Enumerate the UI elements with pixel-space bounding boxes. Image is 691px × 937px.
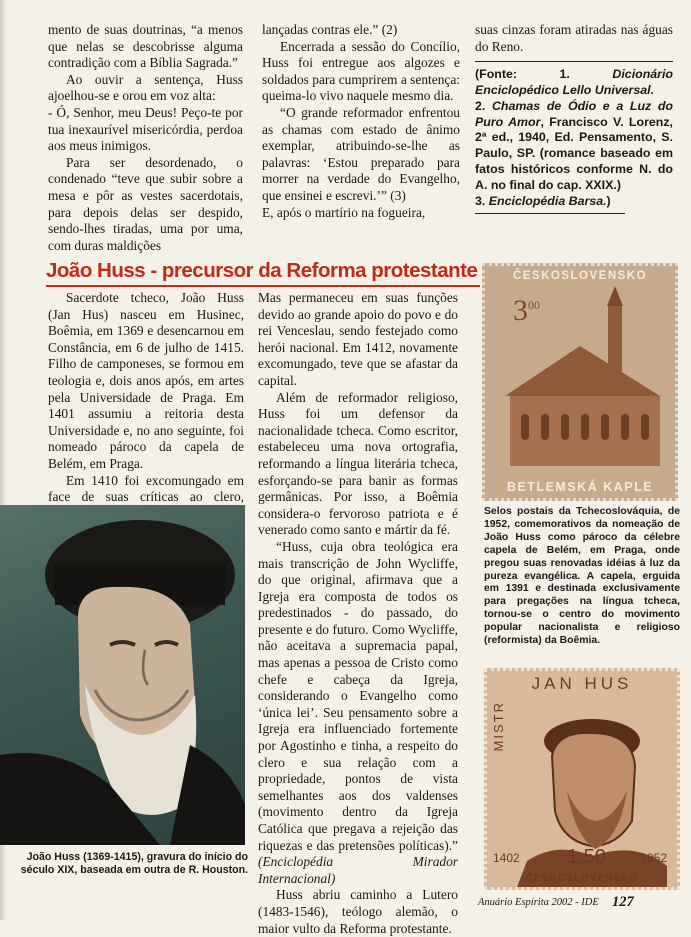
article-title: João Huss - precursor da Reforma protestante bbox=[46, 259, 478, 282]
top-column-2 bbox=[262, 22, 460, 221]
stamp-value: 1.50 bbox=[567, 846, 606, 868]
sources-close: ) bbox=[606, 193, 611, 208]
paragraph: - Ó, Senhor, meu Deus! Peço-te por tua inexaurível misericórdia, perdoa aos meus inimigos. bbox=[48, 104, 243, 154]
source-2-title: Chamas de Ódio e a Luz do Puro Amor bbox=[475, 98, 673, 129]
sources-rule bbox=[475, 213, 625, 214]
top-column-1 bbox=[48, 22, 243, 254]
sources-open: (Fonte: 1. bbox=[475, 67, 613, 82]
paragraph: Sacerdote tcheco, João Huss (Jan Hus) nasceu em Husinec, Boêmia, em 1369 e desencarnou em Constância, em 6 de julho de 1415. Filho de camponeses, se formou em teologia e, dois anos após, em artes pela Universidade de Praga. Em 1401 assumiu a reitoria desta Universidade e, no ano seguinte, foi nomeado pároco da capela de Belém, em Praga. bbox=[48, 290, 244, 471]
title-underline bbox=[46, 285, 480, 287]
paragraph: suas cinzas foram atiradas nas águas do Reno. bbox=[475, 22, 673, 54]
stamp-side-text: MISTR bbox=[491, 701, 506, 752]
paragraph bbox=[258, 539, 458, 887]
paragraph: Além de reformador religioso, Huss foi um defensor da nacionalidade tcheca. Como escritor, estabeleceu uma nova ortografia, reformando a língua literária tcheca, esforçando-se para banir as formas germânicas. Por isso, a Boêmia considera-o fervoroso patriota e é venerado como santo e mártir da fé. bbox=[258, 389, 458, 538]
paragraph: Em 1410 foi excomungado em face de suas críticas ao clero, bbox=[48, 472, 244, 505]
stamp-jan-hus bbox=[484, 668, 680, 890]
stamp-year-start: 1402 bbox=[493, 851, 520, 865]
paragraph: lançadas contras ele.” (2) bbox=[262, 22, 398, 37]
page-number: 127 bbox=[612, 894, 634, 910]
paragraph: Para ser desordenado, o condenado “teve que subir sobre a mesa e pôr as vestes sacerdotais, para depois delas ser despido, sendo-lhes tiradas, uma por uma, com duras maldições bbox=[48, 154, 243, 253]
stamp-value-main: 3 bbox=[513, 294, 528, 327]
portrait-illustration bbox=[0, 505, 245, 845]
source-3: Enciclopédia Barsa. bbox=[488, 193, 607, 208]
sources-note bbox=[475, 61, 673, 209]
stamp-country: ČESKOSLOVENSKO bbox=[512, 270, 648, 282]
source-3-number: 3. bbox=[475, 193, 489, 208]
article-column-1 bbox=[48, 290, 244, 539]
stamp-bethlehem-chapel bbox=[482, 263, 678, 501]
top-column-3 bbox=[475, 22, 673, 214]
source-2-number: 2. bbox=[475, 98, 492, 113]
portrait-engraving bbox=[0, 505, 245, 845]
paragraph: “O grande reformador enfrentou as chamas com estado de ânimo exemplar, atribuindo-se-lhe as palavras: ‘Estou preparado para morrer na verdade do Evangelho, que ensinei e escrevi.’” (3) bbox=[262, 104, 460, 203]
source-2-details: , Francisco V. Lorenz, 2ª ed., 1940, Ed. Pensamento, S. Paulo, SP. (romance baseado em fatos históricos conforme N. do A. no final do cap. XXIX.) bbox=[475, 114, 673, 192]
paragraph: mento de suas doutrinas, “a menos que nelas se descobrisse alguma contradição com a Bíblia Sagrada.” bbox=[48, 22, 243, 71]
quote-citation: (Enciclopédia Mirador Internacional) bbox=[258, 854, 458, 886]
publication-name: Anuário Espírita 2002 - IDE bbox=[478, 897, 599, 908]
stamp-value-cents: 00 bbox=[528, 298, 540, 312]
stamps-caption: Selos postais da Tchecoslováquia, de 1952, comemorativos da nomeação de João Huss como pároco da célebre capela de Belém, em Praga, onde pregou suas renovadas idéias à luz da pureza evangélica. A capela, erguida em 1391 e destinada exclusivamente para pregações na língua tcheca, tornou-se o centro do movimento popular nacionalista e religioso (reformista) da Boêmia. bbox=[484, 506, 680, 647]
stamp-caption: BETLEMSKÁ KAPLE bbox=[506, 480, 654, 494]
stamp-country: ČESKOSLOVENSKO bbox=[525, 873, 639, 884]
stamp-year-end: 1952 bbox=[640, 851, 667, 865]
paragraph: Ao ouvir a sentença, Huss ajoelhou-se e orou em voz alta: bbox=[48, 71, 243, 104]
source-1: Dicionário Enciclopédico Lello Universal. bbox=[475, 67, 673, 97]
paragraph: Huss abriu caminho a Lutero (1483-1546), teólogo alemão, o maior vulto da Reforma protestante. bbox=[258, 887, 458, 936]
chapel-illustration bbox=[485, 266, 675, 498]
paragraph: E, após o martírio na fogueira, bbox=[262, 204, 426, 220]
paragraph: Encerrada a sessão do Concílio, Huss foi entregue aos algozes e soldados para cumprirem a sentença: queima-lo vivo naquele mesmo dia. bbox=[262, 38, 460, 104]
paragraph: Mas permaneceu em suas funções devido ao grande apoio do povo e do rei Venceslau, sendo festejado como herói nacional. Em 1412, novamente excomungado, teve que se afastar da capital. bbox=[258, 290, 458, 388]
portrait-caption: João Huss (1369-1415), gravura do início do século XIX, baseada em outra de R. Houston. bbox=[20, 851, 248, 876]
article-column-2 bbox=[258, 290, 458, 937]
page-footer bbox=[0, 894, 691, 920]
quote-text: “Huss, cuja obra teológica era mais transcrição de John Wycliffe, do que original, afirmava que a Igreja era composta de todos os predestinados - do passado, do presente e do futuro. Como Wycliffe, não aceitava a supremacia papal, mas apenas a pessoa de Cristo como chefe e cabeça da Igreja, considerando o Evangelho como ‘única lei’. Seu pensamento sobre a Igreja era influenciado fortemente por Agostinho e tinha, a respeito do clero e sua relação com a propriedade, pontos de vista semelhantes aos dos valdenses (movimento dentro da Igreja Católica que pregava a rejeição das riquezas e das pretensões políticas).” bbox=[258, 538, 458, 853]
stamp-name: JAN HUS bbox=[531, 674, 633, 693]
